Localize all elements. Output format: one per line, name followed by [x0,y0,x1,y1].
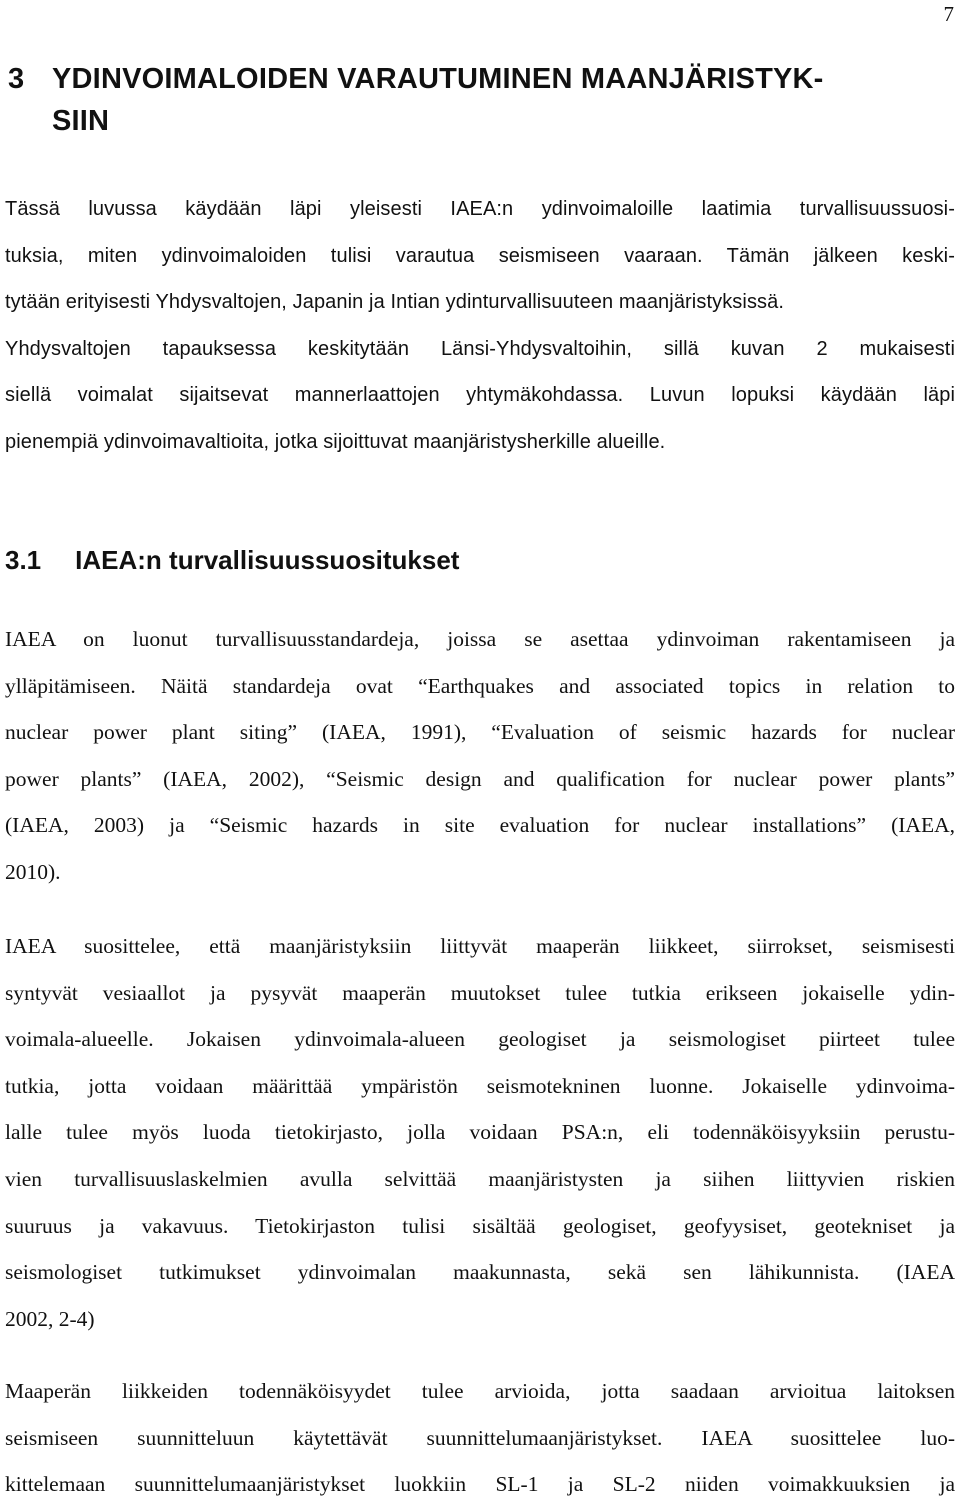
paragraph-line: seismiseen suunnitteluun käytettävät suunnittelumaanjäristykset. IAEA suosittelee luo- [5,1425,955,1450]
intro-line: pienempiä ydinvoimavaltioita, jotka sijoittuvat maanjäristysherkille alueille. [5,430,666,453]
section-paragraph-3 [5,1368,955,1508]
intro-line: siellä voimalat sijaitsevat mannerlaattojen yhtymäkohdassa. Luvun lopuksi käydään läpi [5,384,955,407]
paragraph-line: tutkia, jotta voidaan määrittää ympäristön seismotekninen luonne. Jokaiselle ydinvoima- [5,1073,955,1098]
chapter-title-line-1: YDINVOIMALOIDEN VARAUTUMINEN MAANJÄRISTYK- [52,63,824,95]
paragraph-line: suuruus ja vakavuus. Tietokirjaston tulisi sisältää geologiset, geofyysiset, geotekniset ja [5,1213,955,1238]
paragraph-line: ylläpitämiseen. Näitä standardeja ovat “Earthquakes and associated topics in relation to [5,673,955,698]
section-heading [5,540,459,580]
paragraph-line: IAEA on luonut turvallisuusstandardeja, joissa se asettaa ydinvoiman rakentamiseen ja [5,627,955,651]
section-title: IAEA:n turvallisuussuositukset [75,545,460,575]
section-paragraph-1 [5,616,955,896]
paragraph-line: Maaperän liikkeiden todennäköisyydet tulee arvioida, jotta saadaan arvioitua laitoksen [5,1379,955,1403]
chapter-heading [8,58,938,142]
paragraph-line: (IAEA, 2003) ja “Seismic hazards in site evaluation for nuclear installations” (IAEA, [5,813,955,838]
section-number: 3.1 [5,545,42,575]
paragraph-line: nuclear power plant siting” (IAEA, 1991), “Evaluation of seismic hazards for nuclear [5,720,955,745]
intro-line: tuksia, miten ydinvoimaloiden tulisi varautua seismiseen vaaraan. Tämän jälkeen keski- [5,244,955,267]
paragraph-line: 2010). [5,859,61,884]
paragraph-line: seismologiset tutkimukset ydinvoimalan maakunnasta, sekä sen lähikunnista. (IAEA [5,1260,955,1285]
paragraph-line: power plants” (IAEA, 2002), “Seismic design and qualification for nuclear power plants” [5,766,955,791]
page-number: 7 [943,2,954,26]
intro-line: Tässä luvussa käydään läpi yleisesti IAEA:n ydinvoimaloille laatimia turvallisuussuosi- [5,198,955,220]
paragraph-line: lalle tulee myös luoda tietokirjasto, jolla voidaan PSA:n, eli todennäköisyyksiin perustu- [5,1120,955,1145]
paragraph-line: syntyvät vesiaallot ja pysyvät maaperän muutokset tulee tutkia erikseen jokaiselle ydin- [5,980,955,1005]
paragraph-line: 2002, 2-4) [5,1306,95,1331]
paragraph-line: IAEA suosittelee, että maanjäristyksiin liittyvät maaperän liikkeet, siirrokset, seismisesti [5,934,955,958]
intro-line: tytään erityisesti Yhdysvaltojen, Japanin ja Intian ydinturvallisuuteen maanjäristyksissä. [5,291,785,314]
chapter-title-line-2: SIIN [52,105,110,137]
paragraph-line: kittelemaan suunnittelumaanjäristykset luokkiin SL-1 ja SL-2 niiden voimakkuuksien ja [5,1472,955,1497]
intro-paragraph [5,186,955,466]
intro-line: Yhdysvaltojen tapauksessa keskitytään Länsi-Yhdysvaltoihin, sillä kuvan 2 mukaisesti [5,337,955,360]
chapter-number: 3 [8,63,25,95]
section-paragraph-2 [5,923,955,1342]
paragraph-line: vien turvallisuuslaskelmien avulla selvittää maanjäristysten ja siihen liittyvien riskien [5,1166,955,1191]
paragraph-line: voimala-alueelle. Jokaisen ydinvoimala-alueen geologiset ja seismologiset piirteet tulee [5,1027,955,1052]
